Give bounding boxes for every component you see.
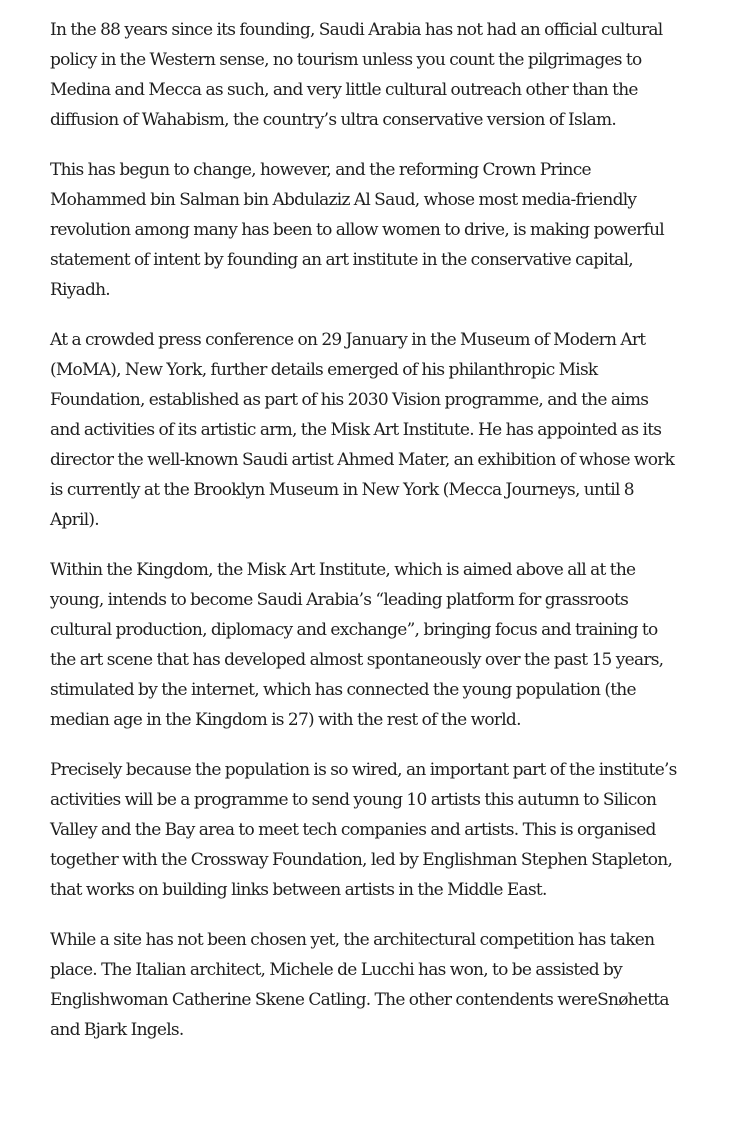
paragraph: Within the Kingdom, the Misk Art Institute, which is aimed above all at the young, intends to become Saudi Arabia’s “leading platform for grassroots cultural production, diplomacy and exchange”, bringing focus and training to the art scene that has developed almost spontaneously over the past 15 years, stimulated by the internet, which has connected the young population (the median age in the Kingdom is 27) with the rest of the world. — [50, 560, 664, 730]
paragraph: While a site has not been chosen yet, the architectural competition has taken place. The Italian architect, Michele de Lucchi has won, to be assisted by Englishwoman Catherine Skene Catling. The other contendents wereSnøhetta and Bjark Ingels. — [50, 930, 669, 1040]
paragraph: At a crowded press conference on 29 January in the Museum of Modern Art (MoMA), New York, further details emerged of his philanthropic Misk Foundation, established as part of his 2030 Vision programme, and the aims and activities of its artistic arm, the Misk Art Institute. He has appointed as its director the well-known Saudi artist Ahmed Mater, an exhibition of whose work is currently at the Brooklyn Museum in New York (Mecca Journeys, until 8 April). — [50, 330, 675, 530]
paragraph: In the 88 years since its founding, Saudi Arabia has not had an official cultural policy in the Western sense, no tourism unless you count the pilgrimages to Medina and Mecca as such, and very little cultural outreach other than the diffusion of Wahabism, the country’s ultra conservative version of Islam. — [50, 20, 663, 130]
paragraph: Precisely because the population is so wired, an important part of the institute’s activities will be a programme to send young 10 artists this autumn to Silicon Valley and the Bay area to meet tech companies and artists. This is organised together with the Crossway Foundation, led by Englishman Stephen Stapleton, that works on building links between artists in the Middle East. — [50, 760, 677, 900]
paragraph: This has begun to change, however, and the reforming Crown Prince Mohammed bin Salman bin Abdulaziz Al Saud, whose most media-friendly revolution among many has been to allow women to drive, is making powerful statement of intent by founding an art institute in the conservative capital, Riyadh. — [50, 160, 664, 300]
